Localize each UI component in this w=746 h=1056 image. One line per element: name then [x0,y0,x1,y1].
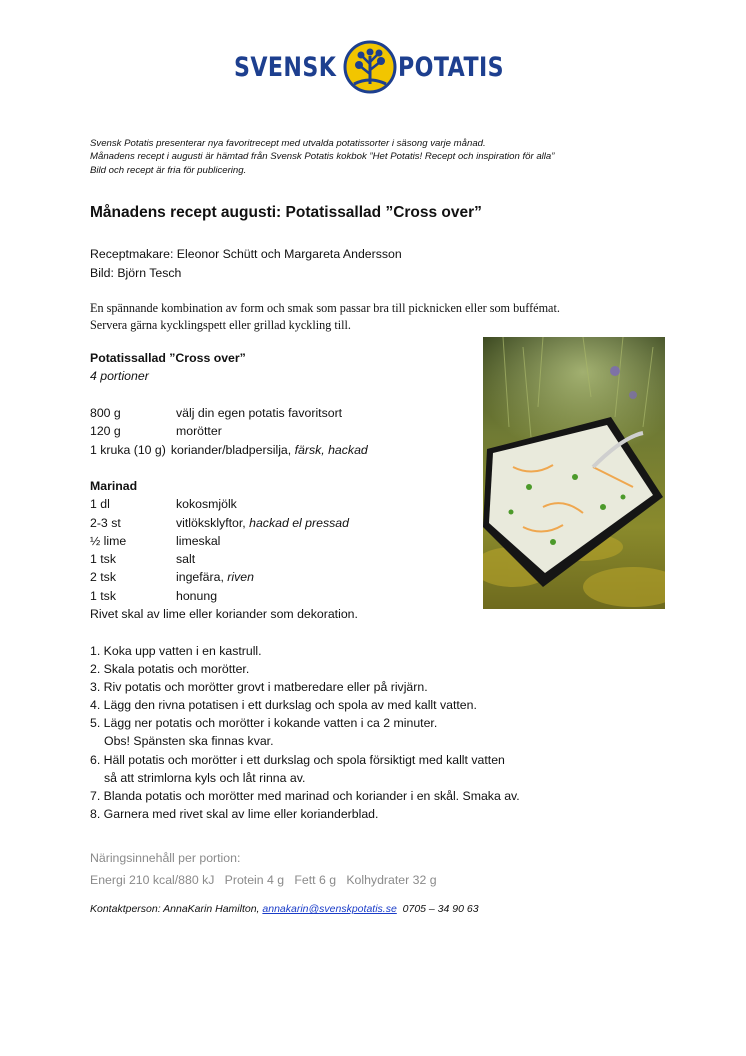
intro-line: Bild och recept är fria för publicering. [90,164,247,176]
servings: 4 portioner [90,369,149,384]
contact-line [90,903,479,915]
intro-text [90,137,690,177]
ingredient-item: ingefära, [176,570,224,585]
step: 7. Blanda potatis och morötter med marinad och koriander i en skål. Smaka av. [90,788,520,803]
ingredient-qty: 1 dl [90,497,110,512]
ingredient-row [90,404,368,422]
ingredient-qty: 120 g [90,424,121,439]
nutrition-values: Energi 210 kcal/880 kJ Protein 4 g Fett 6 g Kolhydrater 32 g [90,873,437,887]
step: 1. Koka upp vatten i en kastrull. [90,644,262,658]
marinade-row [90,587,358,605]
step: 8. Garnera med rivet skal av lime eller korianderblad. [90,806,379,821]
step: 6. Häll potatis och morötter i ett durkslag och spola försiktigt med kallt vatten [90,752,505,767]
step: 5. Lägg ner potatis och morötter i kokande vatten i ca 2 minuter. [90,716,438,731]
step-continuation: så att strimlorna kyls och låt rinna av. [104,770,306,785]
marinade-row [90,550,358,568]
intro-line: Månadens recept i augusti är hämtad från Svensk Potatis kokbok ”Het Potatis! Recept och inspiration för alla” [90,151,555,163]
intro-line: Svensk Potatis presenterar nya favoritrecept med utvalda potatissorter i säsong varje månad. [90,138,486,149]
nutrition [90,847,437,891]
contact-label: Kontaktperson: AnnaKarin Hamilton, [90,903,260,915]
ingredient-note: hackad el pressad [249,515,349,530]
decoration-note: Rivet skal av lime eller koriander som dekoration. [90,607,358,622]
ingredient-qty: 2 tsk [90,570,116,585]
ingredient-qty: 1 kruka (10 g) [90,442,166,457]
photo-credit: Bild: Björn Tesch [90,265,182,280]
brand-name-right: POTATIS [398,52,505,83]
ingredient-item: honung [176,588,218,603]
brand-name-left: SVENSK [234,52,337,83]
ingredient-qty: 800 g [90,406,121,420]
ingredient-row [90,422,368,440]
ingredient-note: riven [227,570,254,585]
step: 3. Riv potatis och morötter grovt i matberedare eller på rivjärn. [90,680,428,695]
description-line: Servera gärna kycklingspett eller grillad kyckling till. [90,318,351,332]
recipe-header [90,349,246,386]
potato-salad-photo [483,337,665,609]
brand-logo [0,38,746,94]
marinade-row [90,514,358,532]
recipe-name: Potatissallad ”Cross over” [90,351,246,365]
marinade-list [90,477,358,623]
page-title: Månadens recept augusti: Potatissallad ”Cross over” [90,204,482,221]
ingredient-item: salt [176,552,196,567]
step-continuation: Obs! Spänsten ska finnas kvar. [104,734,274,749]
ingredient-item: limeskal [176,533,221,548]
potato-plant-emblem-icon [342,40,398,94]
ingredient-qty: 1 tsk [90,588,116,603]
contact-email-link[interactable]: annakarin@svenskpotatis.se [262,903,397,915]
marinade-row [90,568,358,586]
description [90,300,690,334]
ingredient-qty: 1 tsk [90,552,116,567]
ingredient-qty: 2-3 st [90,515,121,530]
ingredient-item: kokosmjölk [176,497,237,512]
step: 4. Lägg den rivna potatisen i ett durkslag och spola av med kallt vatten. [90,698,477,713]
description-line: En spännande kombination av form och smak som passar bra till picknicken eller som buffémat. [90,301,560,315]
recipe-makers: Receptmakare: Eleonor Schütt och Margareta Andersson [90,247,402,261]
step-list [90,642,520,823]
ingredient-row [90,441,368,459]
ingredient-list [90,404,368,459]
ingredient-item: välj din egen potatis favoritsort [176,406,343,420]
ingredient-item: vitlöksklyftor, [176,515,246,530]
ingredient-note: färsk, hackad [294,442,368,457]
step: 2. Skala potatis och morötter. [90,662,250,677]
credits [90,245,402,282]
contact-phone: 0705 – 34 90 63 [402,903,479,915]
ingredient-item: morötter [176,424,222,439]
nutrition-heading: Näringsinnehåll per portion: [90,851,241,865]
ingredient-qty: ½ lime [90,533,127,548]
marinade-row [90,495,358,513]
marinade-heading: Marinad [90,479,138,493]
ingredient-item: koriander/bladpersilja, [170,442,292,457]
marinade-row [90,532,358,550]
